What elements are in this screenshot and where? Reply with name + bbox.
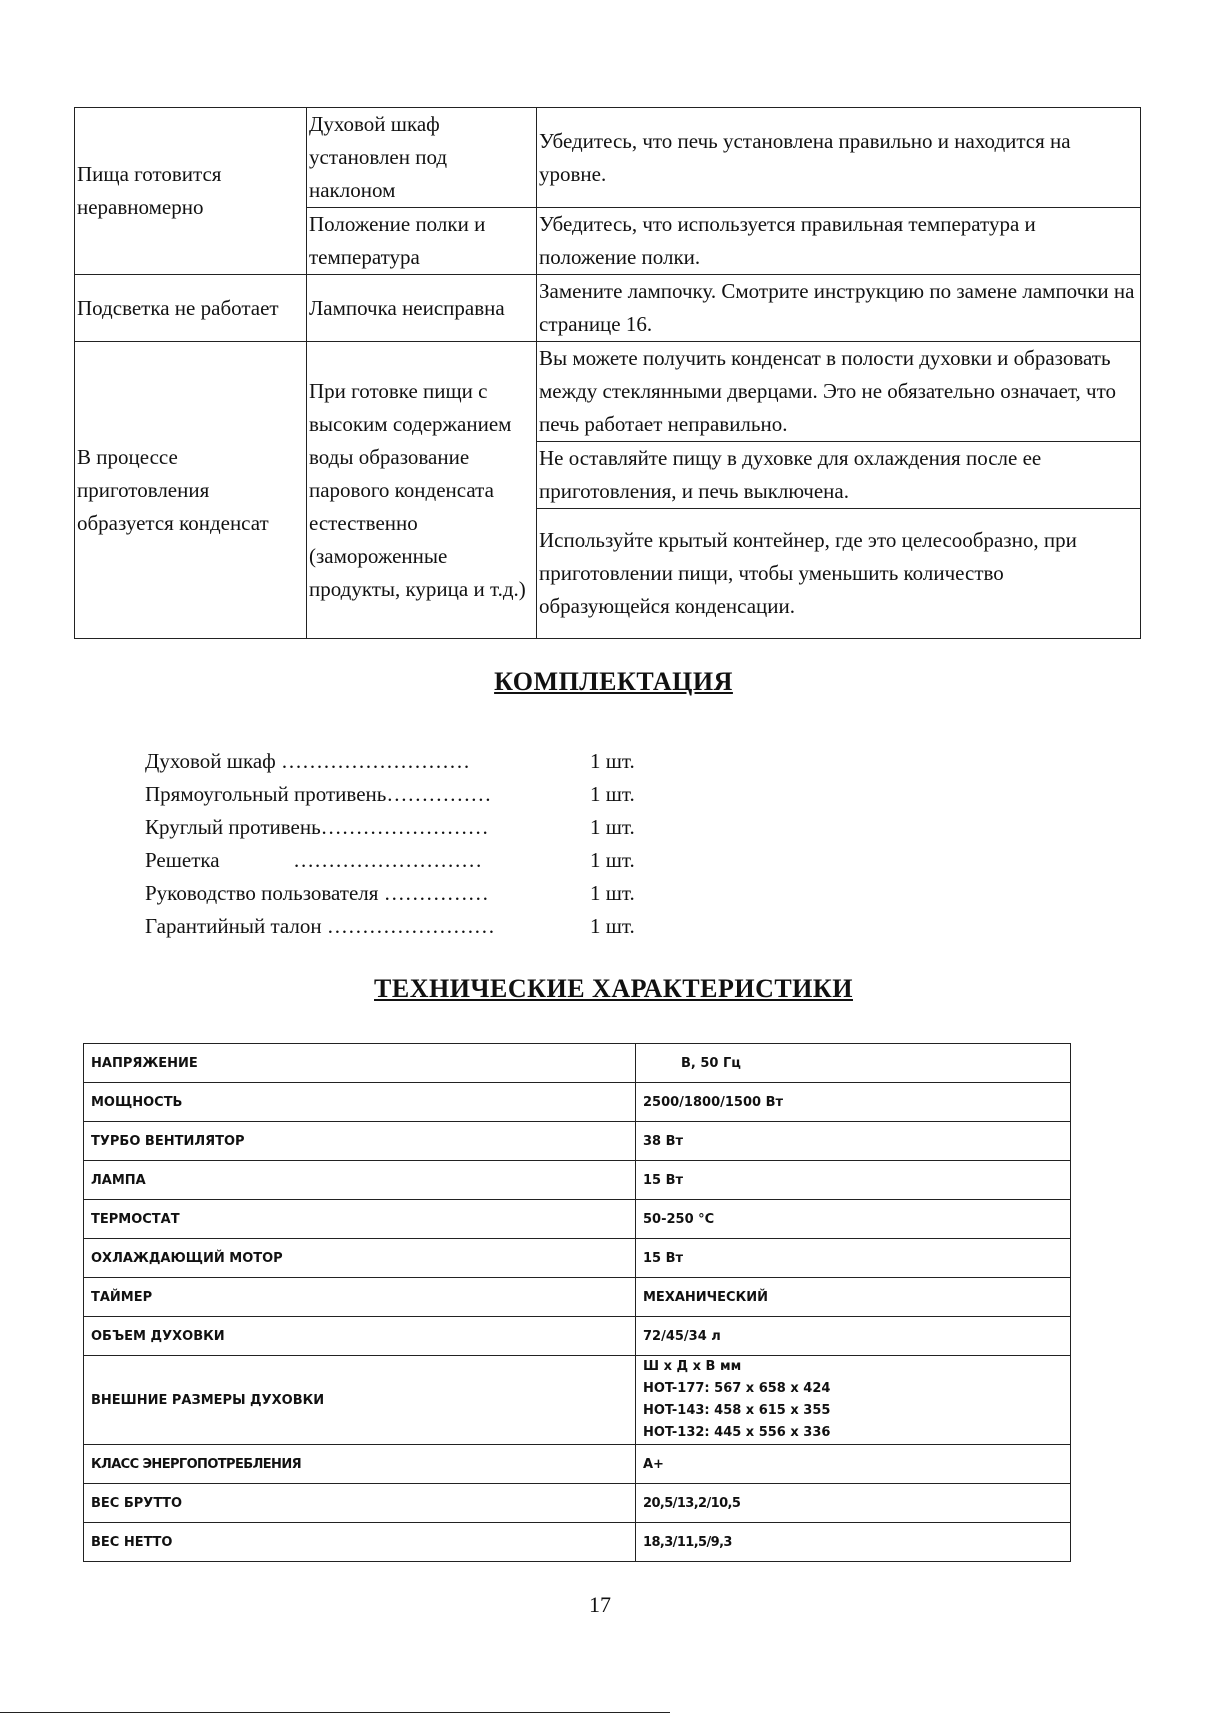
spec-value: 38 Вт [636, 1122, 1071, 1161]
solution-cell: Вы можете получить конденсат в полости духовки и образовать между стеклянными дверцами. Это не обязательно означает, что печь работает неправильно. [537, 342, 1141, 442]
table-row [84, 1200, 1071, 1239]
table-row [75, 108, 1141, 208]
table-row [84, 1445, 1071, 1484]
spec-label: МОЩНОСТЬ [84, 1083, 636, 1122]
table-row [84, 1278, 1071, 1317]
problem-cell: Подсветка не работает [75, 275, 307, 342]
list-item [145, 910, 705, 943]
dimension-line: HOT-132: 445 x 556 x 336 [643, 1425, 831, 1440]
item-name: Духовой шкаф ……………………… [145, 749, 471, 773]
table-row [84, 1239, 1071, 1278]
item-qty: 1 шт. [590, 848, 635, 872]
bottom-rule [0, 1712, 670, 1713]
spec-value: 15 Вт [636, 1161, 1071, 1200]
spec-value: В, 50 Гц [636, 1044, 1071, 1083]
list-item [145, 778, 705, 811]
spec-label: ТАЙМЕР [84, 1278, 636, 1317]
problem-cell: Пища готовится неравномерно [75, 108, 307, 275]
spec-label: КЛАСС ЭНЕРГОПОТРЕБЛЕНИЯ [84, 1445, 636, 1484]
spec-value: 2500/1800/1500 Вт [636, 1083, 1071, 1122]
item-name: Прямоугольный противень…………… [145, 782, 492, 806]
item-qty: 1 шт. [590, 881, 635, 905]
cause-cell: Положение полки и температура [307, 208, 537, 275]
spec-value [636, 1356, 1071, 1445]
spec-label: НАПРЯЖЕНИЕ [84, 1044, 636, 1083]
cause-cell: Лампочка неисправна [307, 275, 537, 342]
table-row [75, 342, 1141, 442]
page-number: 17 [589, 1592, 611, 1617]
table-row [84, 1161, 1071, 1200]
item-qty: 1 шт. [590, 815, 635, 839]
package-list [145, 745, 705, 943]
spec-value: 15 Вт [636, 1239, 1071, 1278]
spec-value: 18,3/11,5/9,3 [636, 1523, 1071, 1562]
item-qty: 1 шт. [590, 914, 635, 938]
table-row [75, 275, 1141, 342]
solution-cell: Убедитесь, что печь установлена правильно и находится на уровне. [537, 108, 1141, 208]
spec-label: ЛАМПА [84, 1161, 636, 1200]
list-item [145, 811, 705, 844]
spec-label: ТЕРМОСТАТ [84, 1200, 636, 1239]
package-title: КОМПЛЕКТАЦИЯ [494, 667, 733, 696]
solution-cell: Не оставляйте пищу в духовке для охлаждения после ее приготовления, и печь выключена. [537, 442, 1141, 509]
spec-value: А+ [636, 1445, 1071, 1484]
dimension-line: Ш х Д х В мм [643, 1359, 742, 1374]
specs-title: ТЕХНИЧЕСКИЕ ХАРАКТЕРИСТИКИ [374, 974, 853, 1003]
troubleshooting-table [74, 107, 1141, 639]
item-name: Круглый противень…………………… [145, 815, 489, 839]
spec-label: ВЕС НЕТТО [84, 1523, 636, 1562]
table-row [84, 1356, 1071, 1445]
table-row [84, 1044, 1071, 1083]
dimension-line: HOT-143: 458 x 615 x 355 [643, 1403, 831, 1418]
list-item [145, 745, 705, 778]
dimension-line: HOT-177: 567 x 658 x 424 [643, 1381, 831, 1396]
list-item [145, 844, 705, 877]
specs-table [83, 1043, 1071, 1562]
solution-cell: Убедитесь, что используется правильная температура и положение полки. [537, 208, 1141, 275]
table-row [84, 1523, 1071, 1562]
spec-label: ОБЪЕМ ДУХОВКИ [84, 1317, 636, 1356]
table-row [84, 1122, 1071, 1161]
spec-value: 20,5/13,2/10,5 [636, 1484, 1071, 1523]
spec-value: МЕХАНИЧЕСКИЙ [636, 1278, 1071, 1317]
spec-label: ВЕС БРУТТО [84, 1484, 636, 1523]
item-name: Руководство пользователя …………… [145, 881, 489, 905]
spec-value: 72/45/34 л [636, 1317, 1071, 1356]
table-row [84, 1317, 1071, 1356]
spec-value: 50-250 °C [636, 1200, 1071, 1239]
list-item [145, 877, 705, 910]
cause-cell: Духовой шкаф установлен под наклоном [307, 108, 537, 208]
table-row [84, 1484, 1071, 1523]
item-name: Гарантийный талон …………………… [145, 914, 495, 938]
spec-label: ВНЕШНИЕ РАЗМЕРЫ ДУХОВКИ [84, 1356, 636, 1445]
item-qty: 1 шт. [590, 749, 635, 773]
table-row [84, 1083, 1071, 1122]
solution-cell: Замените лампочку. Смотрите инструкцию по замене лампочки на странице 16. [537, 275, 1141, 342]
spec-label: ТУРБО ВЕНТИЛЯТОР [84, 1122, 636, 1161]
item-name: Решетка ……………………… [145, 848, 483, 872]
solution-cell: Используйте крытый контейнер, где это целесообразно, при приготовлении пищи, чтобы уменьшить количество образующейся конденсации. [537, 509, 1141, 639]
cause-cell: При готовке пищи с высоким содержанием воды образование парового конденсата естественно (замороженные продукты, курица и т.д.) [307, 342, 537, 639]
item-qty: 1 шт. [590, 782, 635, 806]
spec-label: ОХЛАЖДАЮЩИЙ МОТОР [84, 1239, 636, 1278]
problem-cell: В процессе приготовления образуется конденсат [75, 342, 307, 639]
